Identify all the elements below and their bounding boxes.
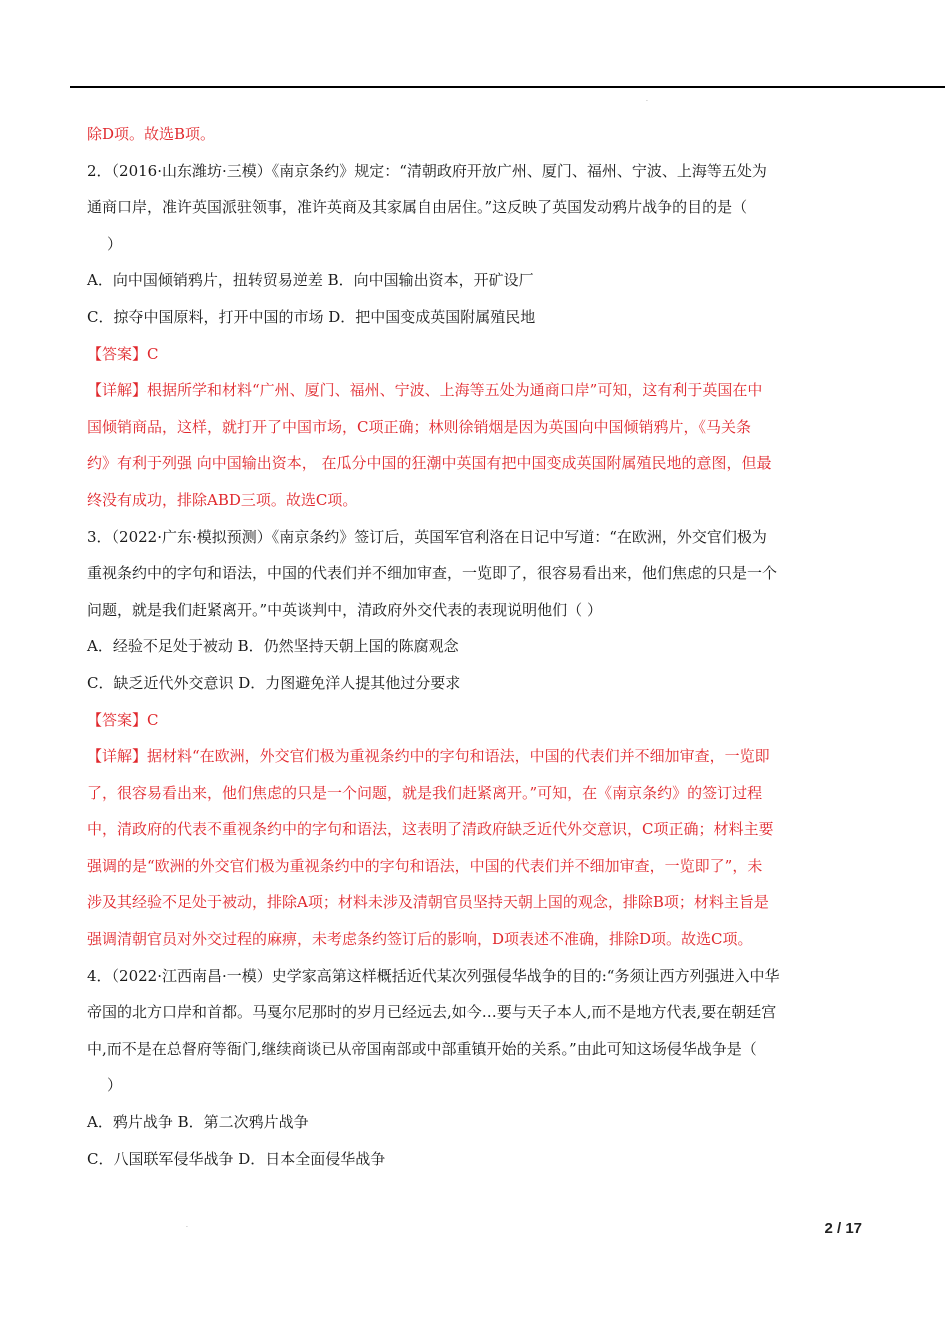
- page-total: 17: [845, 1220, 862, 1237]
- text-line: 【详解】根据所学和材料“广州、厦门、福州、宁波、上海等五处为通商口岸”可知，这有利于英国在中: [87, 381, 763, 400]
- header-rule: [70, 86, 945, 88]
- text-line: A．经验不足处于被动 B．仍然坚持天朝上国的陈腐观念: [87, 637, 459, 656]
- text-line: 【答案】C: [87, 710, 159, 729]
- text-line: 通商口岸，准许英国派驻领事，准许英商及其家属自由居住。”这反映了英国发动鸦片战争的目的是（: [87, 198, 748, 217]
- text-line: 强调的是“欧洲的外交官们极为重视条约中的字句和语法，中国的代表们并不细加审查，一览即了”，未: [87, 856, 763, 875]
- text-line: A．向中国倾销鸦片，扭转贸易逆差 B．向中国输出资本，开矿设厂: [87, 271, 534, 290]
- text-line: 3．（2022·广东·模拟预测）《南京条约》签订后，英国军官利洛在日记中写道：“在欧洲，外交官们极为: [87, 527, 767, 546]
- page-current: 2: [824, 1220, 833, 1237]
- text-line: 强调清朝官员对外交过程的麻痹，未考虑条约签订后的影响，D项表述不准确，排除D项。故选C项。: [87, 930, 753, 949]
- text-line: 重视条约中的字句和语法，中国的代表们并不细加审查，一览即了，很容易看出来，他们焦虑的只是一个: [87, 564, 778, 583]
- text-line: 【答案】C: [87, 344, 159, 363]
- text-line: C．八国联军侵华战争 D．日本全面侵华战争: [87, 1149, 386, 1168]
- page-separator: /: [836, 1220, 842, 1237]
- text-line: ）: [107, 234, 123, 253]
- text-line: 4．（2022·江西南昌·一模）史学家高第这样概括近代某次列强侵华战争的目的:“务须让西方列强进入中华: [87, 966, 780, 985]
- text-line: 涉及其经验不足处于被动，排除A项；材料未涉及清朝官员坚持天朝上国的观念，排除B项；材料主旨是: [87, 893, 769, 912]
- text-line: 国倾销商品，这样，就打开了中国市场，C项正确；林则徐销烟是因为英国向中国倾销鸦片，《马关条: [87, 417, 751, 436]
- text-line: 中,而不是在总督府等衙门,继续商谈已从帝国南部或中部重镇开始的关系。”由此可知这场侵华战争是（: [87, 1039, 757, 1058]
- text-line: A．鸦片战争 B．第二次鸦片战争: [87, 1113, 309, 1132]
- text-line: 2．（2016·山东潍坊·三模）《南京条约》规定：“清朝政府开放广州、厦门、福州、宁波、上海等五处为: [87, 161, 767, 180]
- text-line: 帝国的北方口岸和首都。马戛尔尼那时的岁月已经远去,如今…要与天子本人,而不是地方代表,要在朝廷宫: [87, 1003, 777, 1022]
- text-line: 【详解】据材料“在欧洲，外交官们极为重视条约中的字句和语法，中国的代表们并不细加审查，一览即: [87, 747, 770, 766]
- text-line: 问题，就是我们赶紧离开。”中英谈判中，清政府外交代表的表现说明他们（ ）: [87, 600, 602, 619]
- text-line: 除D项。故选B项。: [87, 125, 216, 143]
- document-body: [87, 122, 877, 1183]
- text-line: 中，清政府的代表不重视条约中的字句和语法，这表明了清政府缺乏近代外交意识，C项正确；材料主要: [87, 820, 774, 839]
- text-line: 终没有成功，排除ABD三项。故选C项。: [87, 490, 358, 509]
- text-line: 了，很容易看出来，他们焦虑的只是一个问题，就是我们赶紧离开。”可知，在《南京条约》的签订过程: [87, 783, 763, 802]
- text-line: C．掠夺中国原料，打开中国的市场 D．把中国变成英国附属殖民地: [87, 307, 536, 326]
- page-number: [824, 1220, 862, 1237]
- text-line: C．缺乏近代外交意识 D．力图避免洋人提其他过分要求: [87, 673, 461, 692]
- header-dot: .: [646, 96, 648, 103]
- footer-dot: .: [186, 1222, 188, 1229]
- text-line: 约》有利于列强 向中国输出资本， 在瓜分中国的狂潮中英国有把中国变成英国附属殖民地的意图，但最: [87, 454, 772, 473]
- text-line: ）: [107, 1076, 123, 1095]
